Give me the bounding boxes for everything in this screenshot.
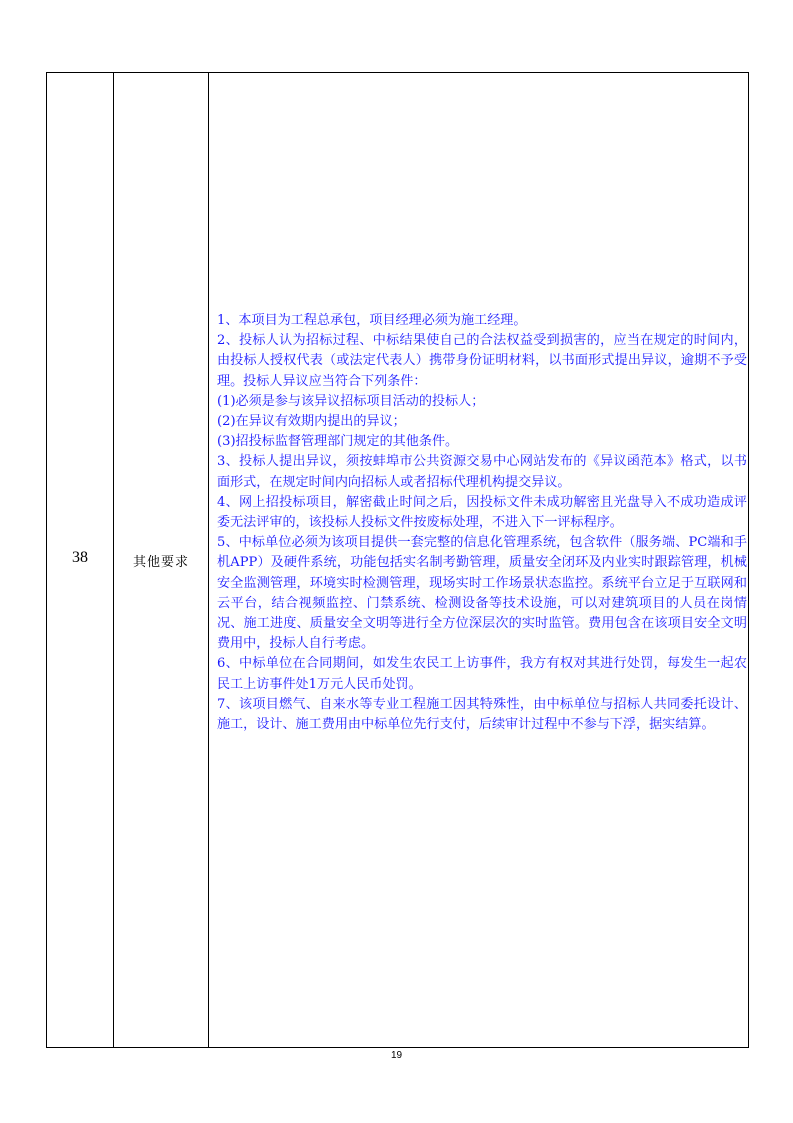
requirement-paragraph: (1)必须是参与该异议招标项目活动的投标人； (217, 393, 485, 409)
requirements-table (46, 72, 749, 1048)
column-divider-2 (208, 73, 209, 1047)
requirement-paragraph: 2、投标人认为招标过程、中标结果使自己的合法权益受到损害的，应当在规定的时间内，由投标人授权代表（或法定代表人）携带身份证明材料，以书面形式提出异议，逾期不予受理。投标人异议应当符合下列条件： (217, 333, 747, 389)
requirement-paragraph: 3、投标人提出异议，须按蚌埠市公共资源交易中心网站发布的《异议函范本》格式，以书面形式，在规定时间内向招标人或者招标代理机构提交异议。 (217, 454, 747, 490)
requirement-paragraph: 7、该项目燃气、自来水等专业工程施工因其特殊性，由中标单位与招标人共同委托设计、施工，设计、施工费用由中标单位先行支付，后续审计过程中不参与下浮，据实结算。 (217, 696, 747, 733)
requirement-paragraph: (3)招投标监督管理部门规定的其他条件。 (217, 434, 459, 450)
requirement-paragraph: (2)在异议有效期内提出的异议； (217, 414, 406, 430)
requirement-paragraph: 4、网上招投标项目，解密截止时间之后，因投标文件未成功解密且光盘导入不成功造成评委无法评审的，该投标人投标文件按废标处理，不进入下一评标程序。 (217, 494, 747, 531)
requirement-paragraph: 5、中标单位必须为该项目提供一套完整的信息化管理系统，包含软件（服务端、PC端和手机APP）及硬件系统，功能包括实名制考勤管理，质量安全闭环及内业实时跟踪管理，机械安全监测管理，环境实时检测管理，现场实时工作场景状态监控。系统平台立足于互联网和云平台，结合视频监控、门禁系统、检测设备等技术设施，可以对建筑项目的人员在岗情况、施工进度、质量安全文明等进行全方位深层次的实时监管。费用包含在该项目安全文明费用中，投标人自行考虑。 (217, 535, 747, 652)
requirements-content-cell (217, 311, 747, 735)
requirement-paragraph: 1、本项目为工程总承包，项目经理必须为施工经理。 (217, 313, 527, 328)
requirement-paragraph: 6、中标单位在合同期间，如发生农民工上访事件，我方有权对其进行处罚，每发生一起农民工上访事件处1万元人民币处罚。 (217, 656, 747, 692)
item-name-cell: 其他要求 (132, 555, 189, 570)
row-number-cell: 38 (72, 549, 88, 566)
page-number: 19 (390, 1050, 403, 1061)
